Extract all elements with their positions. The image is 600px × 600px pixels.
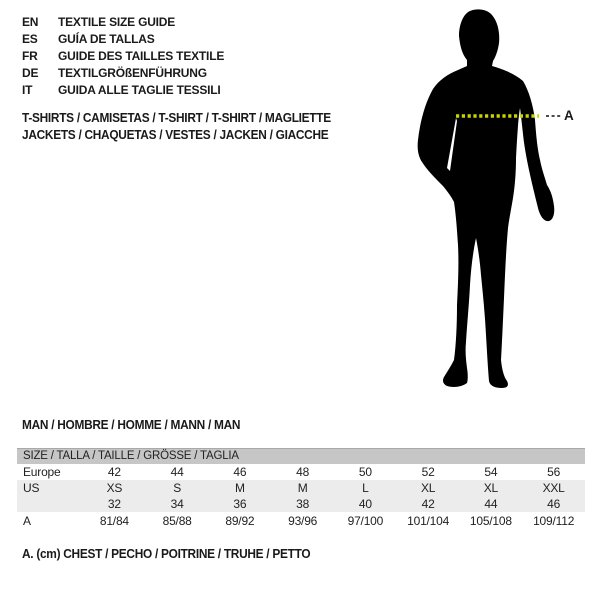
lang-label: TEXTILE SIZE GUIDE: [58, 15, 176, 29]
cell: M: [297, 481, 308, 495]
cell: 105/108: [469, 514, 512, 528]
measure-label-a: A: [564, 108, 574, 123]
lang-code: EN: [22, 15, 39, 29]
cell: 97/100: [347, 514, 384, 528]
measurement-footnote: A. (cm) CHEST / PECHO / POITRINE / TRUHE / PETTO: [22, 547, 311, 561]
language-title-list: [22, 14, 224, 99]
lang-code: IT: [22, 83, 33, 97]
table-row-europe: [17, 464, 585, 480]
category-line-tshirts: T-SHIRTS / CAMISETAS / T-SHIRT / T-SHIRT / MAGLIETTE: [22, 111, 331, 125]
table-row-us: [17, 480, 585, 496]
man-silhouette: [418, 9, 555, 388]
lang-row-it: [22, 82, 224, 99]
cell: 38: [296, 497, 310, 511]
cell: L: [362, 481, 369, 495]
lang-code: ES: [22, 32, 38, 46]
cell: 42: [107, 465, 121, 479]
table-row-chest-a: [17, 512, 585, 530]
row-label: [17, 496, 83, 512]
cell: 44: [170, 465, 184, 479]
cell: 52: [421, 465, 435, 479]
lang-label: TEXTILGRÖßENFÜHRUNG: [58, 66, 207, 80]
cell: 48: [296, 465, 310, 479]
size-table: [17, 448, 585, 530]
lang-label: GUÍA DE TALLAS: [58, 32, 155, 46]
row-label: US: [23, 481, 40, 495]
cell: 44: [484, 497, 498, 511]
cell: 54: [484, 465, 498, 479]
row-label: Europe: [23, 465, 61, 479]
cell: 42: [421, 497, 435, 511]
table-row-alt-size: [17, 496, 585, 512]
lang-label: GUIDA ALLE TAGLIE TESSILI: [58, 83, 221, 97]
cell: 109/112: [533, 514, 575, 528]
cell: XL: [420, 481, 436, 495]
lang-code: DE: [22, 66, 39, 80]
cell: 50: [358, 465, 372, 479]
cell: 81/84: [99, 514, 129, 528]
category-line-jackets: JACKETS / CHAQUETAS / VESTES / JACKEN / GIACCHE: [22, 128, 329, 142]
cell: 101/104: [407, 514, 450, 528]
cell: XXL: [542, 481, 565, 495]
cell: 36: [233, 497, 247, 511]
cell: 34: [170, 497, 184, 511]
size-table-header: SIZE / TALLA / TAILLE / GRÖSSE / TAGLIA: [17, 448, 585, 464]
cell: 85/88: [162, 514, 192, 528]
lang-row-es: [22, 31, 224, 48]
cell: XL: [483, 481, 499, 495]
cell: 40: [358, 497, 372, 511]
cell: 46: [547, 497, 561, 511]
cell: M: [234, 481, 245, 495]
cell: 93/96: [288, 514, 318, 528]
lang-row-en: [22, 14, 224, 31]
cell: S: [173, 481, 182, 495]
cell: XS: [106, 481, 123, 495]
cell: 32: [107, 497, 121, 511]
lang-row-de: [22, 65, 224, 82]
cell: 56: [547, 465, 561, 479]
lang-code: FR: [22, 49, 38, 63]
lang-label: GUIDE DES TAILLES TEXTILE: [58, 49, 225, 63]
cell: 89/92: [225, 514, 255, 528]
lang-row-fr: [22, 48, 224, 65]
cell: 46: [233, 465, 247, 479]
section-title-man: MAN / HOMBRE / HOMME / MANN / MAN: [22, 418, 241, 432]
row-label: A: [23, 514, 31, 528]
